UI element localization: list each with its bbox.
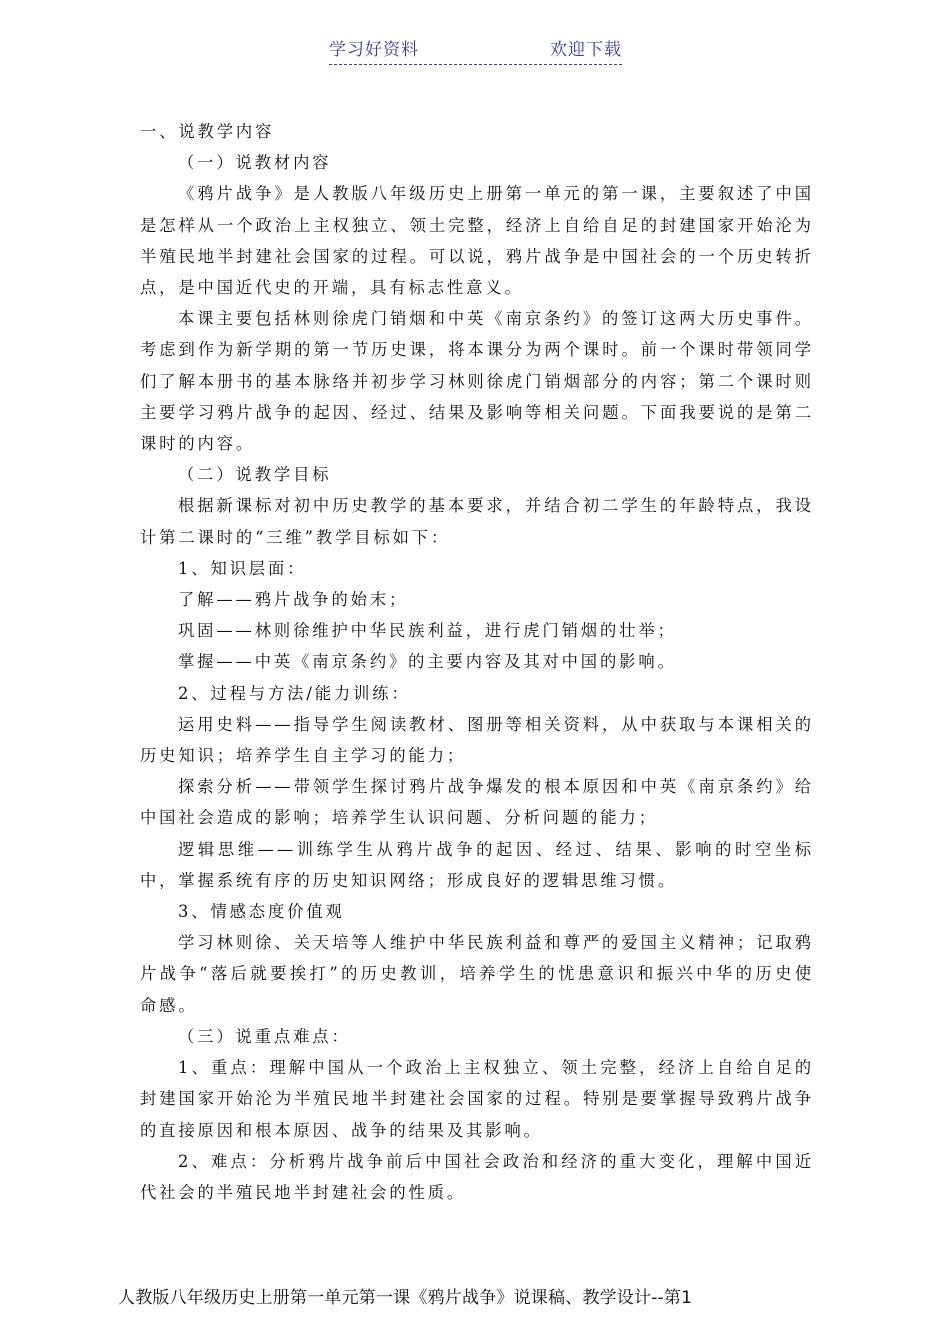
- paragraph: 《鸦片战争》是人教版八年级历史上册第一单元的第一课，主要叙述了中国是怎样从一个政治上主权独立、领土完整，经济上自给自足的封建国家开始沦为半殖民地半封建社会国家的过程。可以说，鸦片战争是中国社会的一个历史转折点，是中国近代史的开端，具有标志性意义。: [140, 184, 814, 298]
- paragraph: 1、重点：理解中国从一个政治上主权独立、领土完整，经济上自给自足的封建国家开始沦为半殖民地半封建社会国家的过程。特别是要掌握导致鸦片战争的直接原因和根本原因、战争的结果及其影响。: [140, 1058, 814, 1140]
- paragraph: 2、难点：分析鸦片战争前后中国社会政治和经济的重大变化，理解中国近代社会的半殖民地半封建社会的性质。: [140, 1151, 814, 1202]
- paragraph: 探索分析——带领学生探讨鸦片战争爆发的根本原因和中英《南京条约》给中国社会造成的影响；培养学生认识问题、分析问题的能力；: [140, 777, 814, 828]
- paragraph: 本课主要包括林则徐虎门销烟和中英《南京条约》的签订这两大历史事件。考虑到作为新学期的第一节历史课，将本课分为两个课时。前一个课时带领同学们了解本册书的基本脉络并初步学习林则徐虎门销烟部分的内容；第二个课时则主要学习鸦片战争的起因、经过、结果及影响等相关问题。下面我要说的是第二课时的内容。: [140, 309, 814, 454]
- paragraph: 运用史料——指导学生阅读教材、图册等相关资料，从中获取与本课相关的历史知识；培养学生自主学习的能力；: [140, 714, 814, 766]
- subsection-heading: （一）说教材内容: [178, 153, 332, 173]
- subsection-heading: （三）说重点难点：: [178, 1026, 351, 1046]
- paragraph: 学习林则徐、关天培等人维护中华民族利益和尊严的爱国主义精神；记取鸦片战争“落后就要挨打”的历史教训，培养学生的忧患意识和振兴中华的历史使命感。: [140, 933, 814, 1015]
- paragraph: 逻辑思维——训练学生从鸦片战争的起因、经过、结果、影响的时空坐标中，掌握系统有序的历史知识网络；形成良好的逻辑思维习惯。: [140, 839, 814, 890]
- list-heading: 2、过程与方法/能力训练：: [178, 683, 411, 703]
- list-item: 了解——鸦片战争的始末；: [178, 590, 409, 610]
- header-left-text: 学习好资料: [329, 40, 419, 60]
- list-item: 巩固——林则徐维护中华民族利益，进行虎门销烟的壮举；: [178, 621, 677, 641]
- page-header: [329, 38, 622, 65]
- paragraph: 根据新课标对初中历史教学的基本要求，并结合初二学生的年龄特点，我设计第二课时的“三维”教学目标如下：: [140, 496, 814, 547]
- list-heading: 3、情感态度价值观: [178, 902, 345, 922]
- document-body: [140, 116, 814, 1208]
- list-heading: 1、知识层面：: [178, 558, 307, 578]
- header-right-text: 欢迎下载: [550, 40, 622, 60]
- list-item: 掌握——中英《南京条约》的主要内容及其对中国的影响。: [178, 652, 677, 672]
- page-footer: 人教版八年级历史上册第一单元第一课《鸦片战争》说课稿、教学设计--第1: [118, 1288, 693, 1308]
- subsection-heading: （二）说教学目标: [178, 465, 332, 485]
- section-heading: 一、说教学内容: [140, 122, 275, 141]
